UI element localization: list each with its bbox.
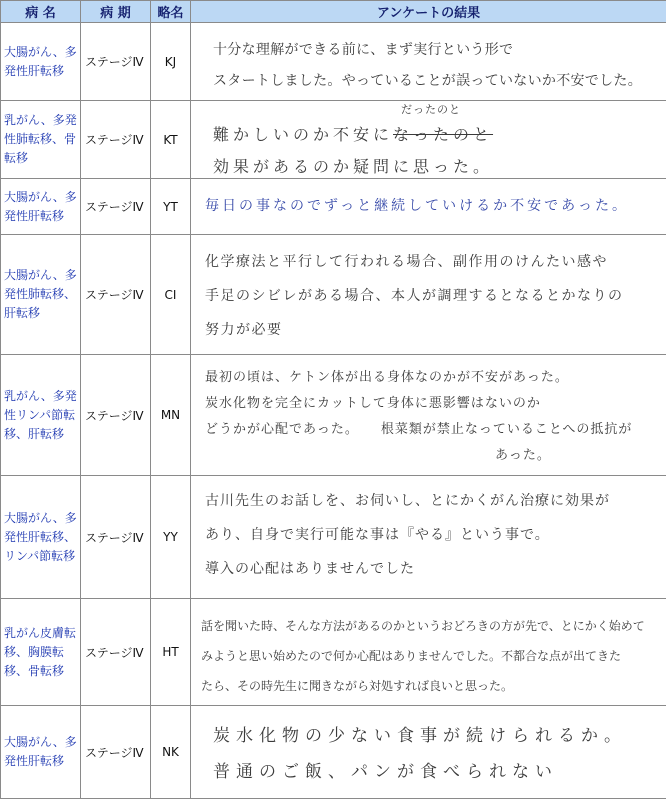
stage-cell: ステージⅣ: [81, 599, 151, 706]
header-stage: 病 期: [81, 1, 151, 23]
stage-cell: ステージⅣ: [81, 235, 151, 355]
handwritten-answer: [191, 23, 666, 99]
abbr-cell: CI: [151, 235, 191, 355]
answer-line: 効果があるのか疑問に思った。: [213, 157, 494, 176]
abbr-cell: KJ: [151, 23, 191, 101]
table-row: [1, 235, 666, 355]
answer-line: 最初の頃は、ケトン体が出る身体なのかが不安があった。: [205, 370, 569, 385]
answer-line: 炭水化物の少ない食事が続けられるか。: [213, 726, 627, 746]
result-cell: [191, 355, 666, 476]
header-disease: 病 名: [1, 1, 81, 23]
result-cell: [191, 23, 666, 101]
disease-cell: 大腸がん、多発性肺転移、肝転移: [1, 235, 81, 355]
result-cell: [191, 599, 666, 706]
header-abbr: 略名: [151, 1, 191, 23]
answer-line: あり、自身で実行可能な事は『やる』という事で。: [205, 527, 550, 543]
disease-cell: 大腸がん、多発性肝転移、リンパ節転移: [1, 476, 81, 599]
result-cell: [191, 101, 666, 179]
handwritten-answer: [191, 235, 666, 353]
result-cell: [191, 235, 666, 355]
struck-text: なったのと: [393, 125, 494, 144]
answer-text: 難かしいのか不安に: [213, 125, 394, 144]
answer-line: 導入の心配はありませんでした: [205, 561, 415, 577]
stage-cell: ステージⅣ: [81, 476, 151, 599]
table-row: [1, 706, 666, 799]
answer-line: [213, 103, 666, 151]
handwritten-answer: [191, 476, 666, 596]
stage-cell: ステージⅣ: [81, 23, 151, 101]
handwritten-answer: [191, 706, 666, 798]
table-row: [1, 599, 666, 706]
answer-text: 根菜類が禁止なっていることへの抵抗が: [380, 422, 633, 437]
answer-line: 普通のご飯、パンが食べられない: [213, 762, 558, 782]
header-row: [1, 1, 666, 23]
disease-cell: 乳がん、多発性リンパ節転移、肝転移: [1, 355, 81, 476]
answer-line: 手足のシビレがある場合、本人が調理するとなるとかなりの: [205, 288, 624, 304]
stage-cell: ステージⅣ: [81, 355, 151, 476]
answer-line: 努力が必要: [205, 322, 283, 338]
answer-line: 化学療法と平行して行われる場合、副作用のけんたい感や: [205, 254, 608, 270]
answer-line: 話を聞いた時、そんな方法があるのかというおどろきの方が先で、とにかく始めて: [201, 619, 645, 633]
handwritten-answer: [191, 179, 666, 233]
answer-line: みようと思い始めたので何か心配はありませんでした。不都合な点が出てきた: [201, 649, 622, 663]
stage-cell: ステージⅣ: [81, 101, 151, 179]
disease-cell: 大腸がん、多発性肝転移: [1, 23, 81, 101]
abbr-cell: YT: [151, 179, 191, 235]
answer-line: [205, 417, 666, 443]
abbr-cell: KT: [151, 101, 191, 179]
handwritten-answer: [191, 101, 666, 177]
disease-cell: 乳がん、多発性肺転移、骨転移: [1, 101, 81, 179]
answer-text: どうかが心配であった。: [205, 422, 359, 437]
abbr-cell: YY: [151, 476, 191, 599]
answer-line: 炭水化物を完全にカットして身体に悪影響はないのか: [205, 396, 541, 411]
stage-cell: ステージⅣ: [81, 706, 151, 799]
answer-line: スタートしました。やっていることが誤っていないか不安でした。: [213, 73, 642, 89]
result-cell: [191, 476, 666, 599]
answer-line: あった。: [495, 448, 551, 463]
table-row: [1, 101, 666, 179]
handwritten-answer: [191, 355, 666, 475]
stage-cell: ステージⅣ: [81, 179, 151, 235]
correction: [393, 103, 494, 151]
result-cell: [191, 706, 666, 799]
handwritten-answer: [191, 599, 666, 705]
inserted-text: だったのと: [401, 103, 462, 116]
answer-line: 古川先生のお話しを、お伺いし、とにかくがん治療に効果が: [205, 493, 610, 509]
table-row: [1, 23, 666, 101]
disease-cell: 大腸がん、多発性肝転移: [1, 179, 81, 235]
abbr-cell: MN: [151, 355, 191, 476]
table-row: [1, 476, 666, 599]
disease-cell: 乳がん皮膚転移、胸膜転移、骨転移: [1, 599, 81, 706]
answer-line: 毎日の事なのでずっと継続していけるか不安であった。: [205, 198, 630, 214]
table-row: [1, 355, 666, 476]
answer-line: 十分な理解ができる前に、まず実行という形で: [213, 42, 514, 58]
answer-line: たら、その時先生に聞きながら対処すれば良いと思った。: [201, 679, 514, 693]
table-row: [1, 179, 666, 235]
result-cell: [191, 179, 666, 235]
header-result: アンケートの結果: [191, 1, 666, 23]
disease-cell: 大腸がん、多発性肝転移: [1, 706, 81, 799]
abbr-cell: HT: [151, 599, 191, 706]
abbr-cell: NK: [151, 706, 191, 799]
